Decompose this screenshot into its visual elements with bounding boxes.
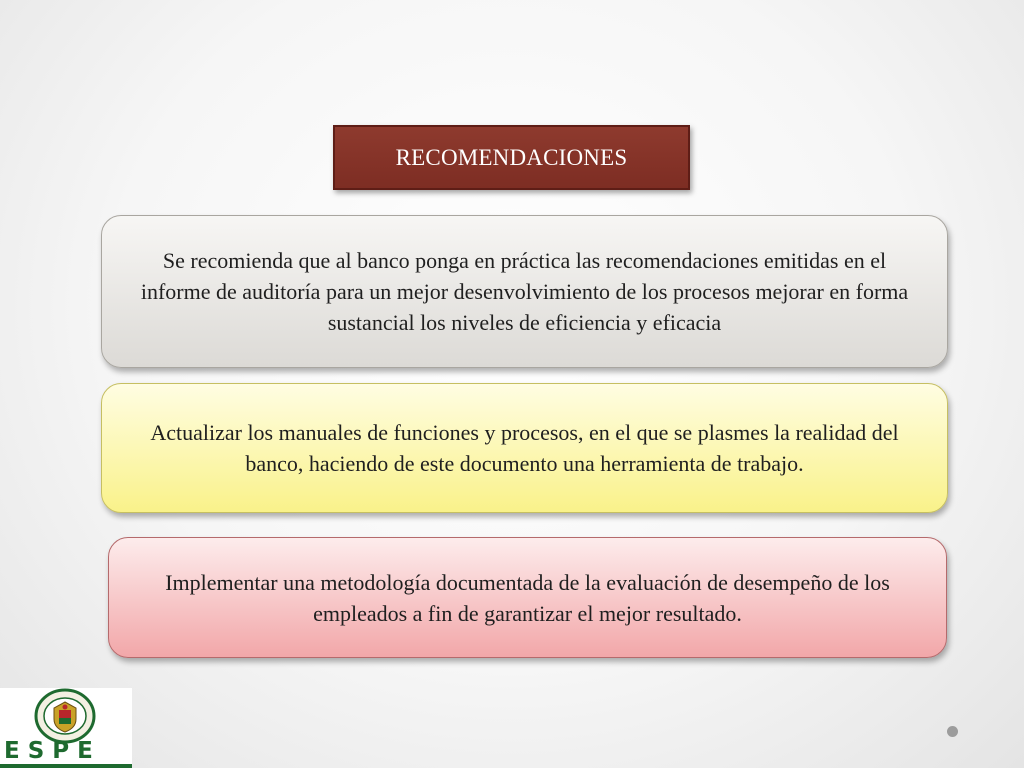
recommendation-card-2 — [101, 383, 948, 513]
slide-title-text: RECOMENDACIONES — [395, 144, 628, 170]
slide-title — [333, 125, 690, 190]
recommendation-text: Actualizar los manuales de funciones y procesos, en el que se plasmes la realidad del banco, haciendo de este documento una herramienta de trabajo. — [150, 420, 899, 476]
espe-logo — [0, 688, 132, 768]
recommendation-card-3 — [108, 537, 947, 658]
logo-band — [0, 764, 132, 768]
slide-indicator-dot — [947, 726, 958, 737]
recommendation-text: Implementar una metodología documentada de la evaluación de desempeño de los empleados a fin de garantizar el mejor resultado. — [165, 569, 890, 626]
recommendation-text: Se recomienda que al banco ponga en práctica las recomendaciones emitidas en el informe de auditoría para un mejor desenvolvimiento de los procesos mejorar en forma sustancial los niveles de eficiencia y eficacia — [140, 248, 909, 335]
university-seal-icon — [34, 688, 96, 744]
logo-text: ESPE — [4, 738, 101, 764]
recommendation-card-1 — [101, 215, 948, 368]
